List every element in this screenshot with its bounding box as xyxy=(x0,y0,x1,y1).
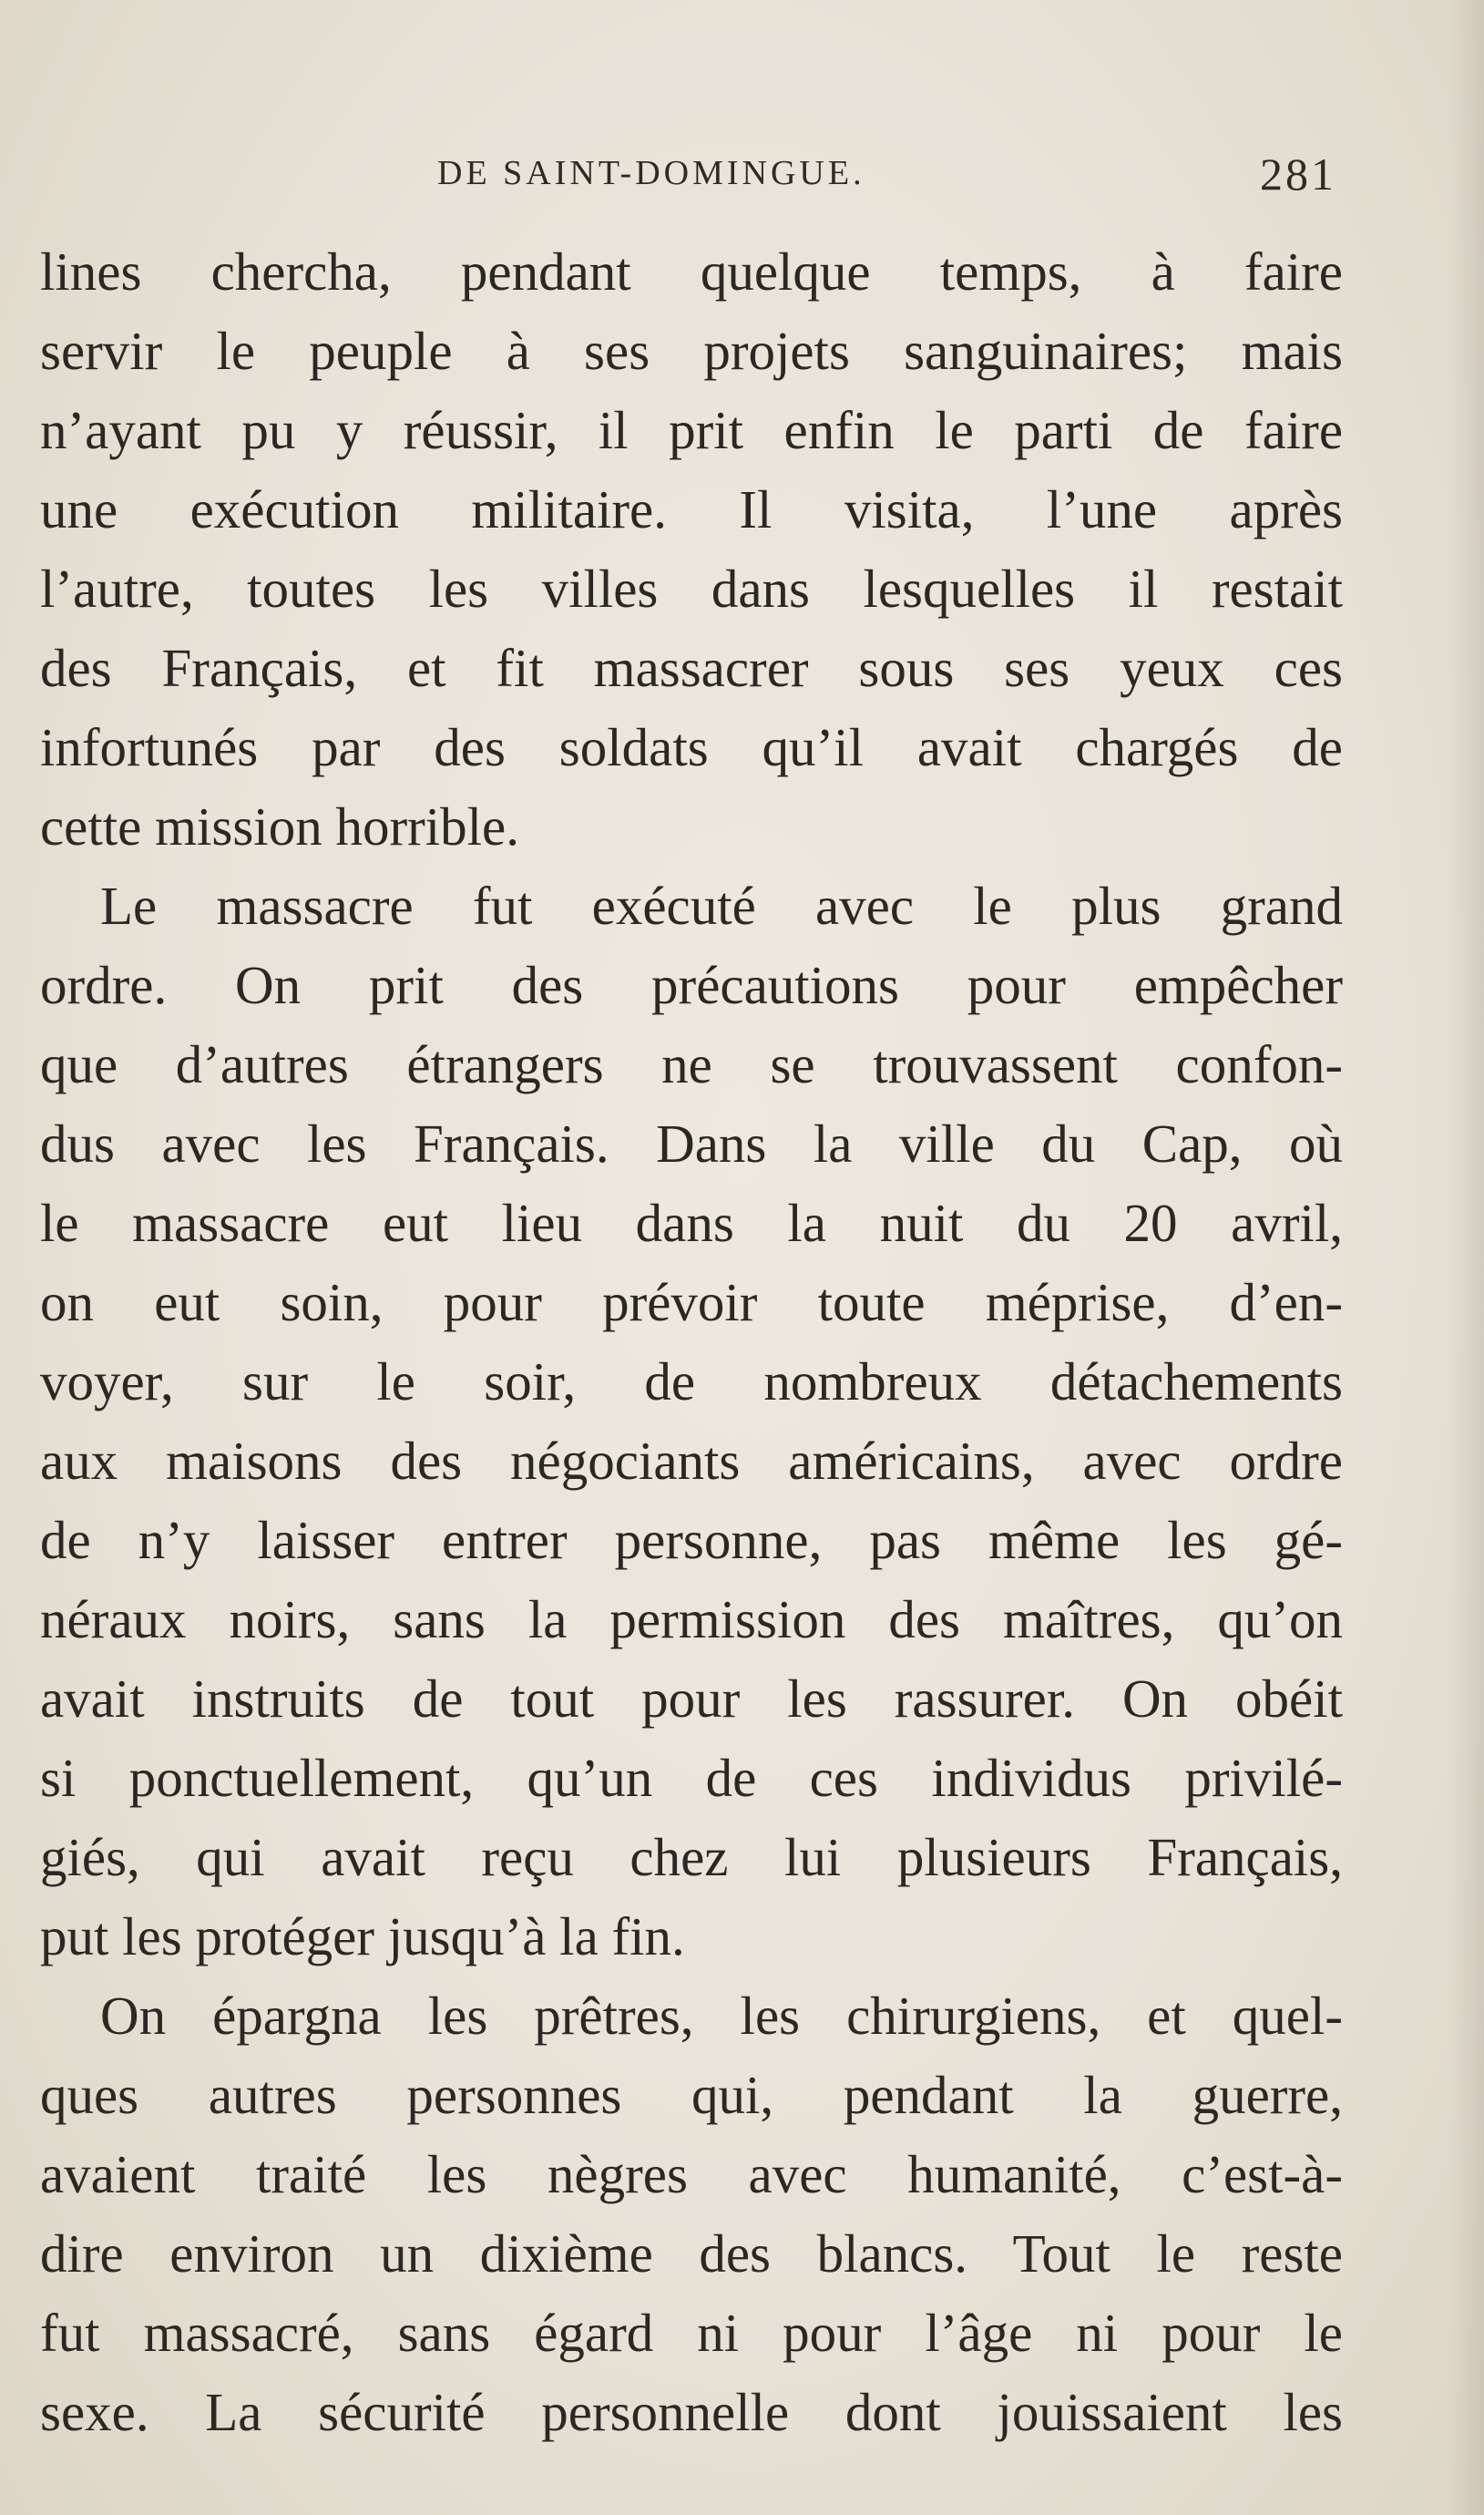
text-line: dire environ un dixième des blancs. Tout le reste xyxy=(40,2223,1343,2284)
text-line: sexe. La sécurité personnelle dont jouissaient les xyxy=(40,2382,1343,2442)
text-line: des Français, et fit massacrer sous ses yeux ces xyxy=(40,638,1343,698)
text-line: cette mission horrible. xyxy=(40,796,519,857)
text-line: de n’y laisser entrer personne, pas même les gé- xyxy=(40,1510,1343,1570)
text-line: avait instruits de tout pour les rassurer. On obéit xyxy=(40,1668,1343,1729)
text-line: ques autres personnes qui, pendant la guerre, xyxy=(40,2065,1343,2125)
text-line: fut massacré, sans égard ni pour l’âge ni pour le xyxy=(40,2303,1343,2363)
text-line: avaient traité les nègres avec humanité, c’est-à- xyxy=(40,2144,1343,2204)
text-line: le massacre eut lieu dans la nuit du 20 avril, xyxy=(40,1193,1343,1253)
text-line: dus avec les Français. Dans la ville du Cap, où xyxy=(40,1114,1343,1174)
text-line: que d’autres étrangers ne se trouvassent confon- xyxy=(40,1034,1343,1094)
text-line: n’ayant pu y réussir, il prit enfin le parti de faire xyxy=(40,400,1343,460)
text-line: si ponctuellement, qu’un de ces individus privilé- xyxy=(40,1748,1343,1808)
text-line: on eut soin, pour prévoir toute méprise, d’en- xyxy=(40,1272,1343,1332)
text-line: ordre. On prit des précautions pour empêcher xyxy=(40,955,1343,1015)
text-line: une exécution militaire. Il visita, l’une après xyxy=(40,479,1343,539)
text-line: servir le peuple à ses projets sanguinaires; mais xyxy=(40,321,1343,381)
text-line: l’autre, toutes les villes dans lesquelles il restait xyxy=(40,559,1343,619)
text-line: infortunés par des soldats qu’il avait chargés de xyxy=(40,717,1343,777)
paragraph-first-line: Le massacre fut exécuté avec le plus grand xyxy=(100,876,1343,936)
running-title: DE SAINT-DOMINGUE. xyxy=(437,154,865,192)
text-line: néraux noirs, sans la permission des maîtres, qu’on xyxy=(40,1589,1343,1649)
paragraph-first-line: On épargna les prêtres, les chirurgiens, et quel- xyxy=(100,1986,1343,2046)
text-line: aux maisons des négociants américains, avec ordre xyxy=(40,1431,1343,1491)
text-line: giés, qui avait reçu chez lui plusieurs Français, xyxy=(40,1827,1343,1887)
page-number: 281 xyxy=(1260,149,1336,200)
text-line: voyer, sur le soir, de nombreux détachements xyxy=(40,1351,1343,1411)
text-line: put les protéger jusqu’à la fin. xyxy=(40,1906,685,1966)
text-line: lines chercha, pendant quelque temps, à faire xyxy=(40,241,1343,302)
